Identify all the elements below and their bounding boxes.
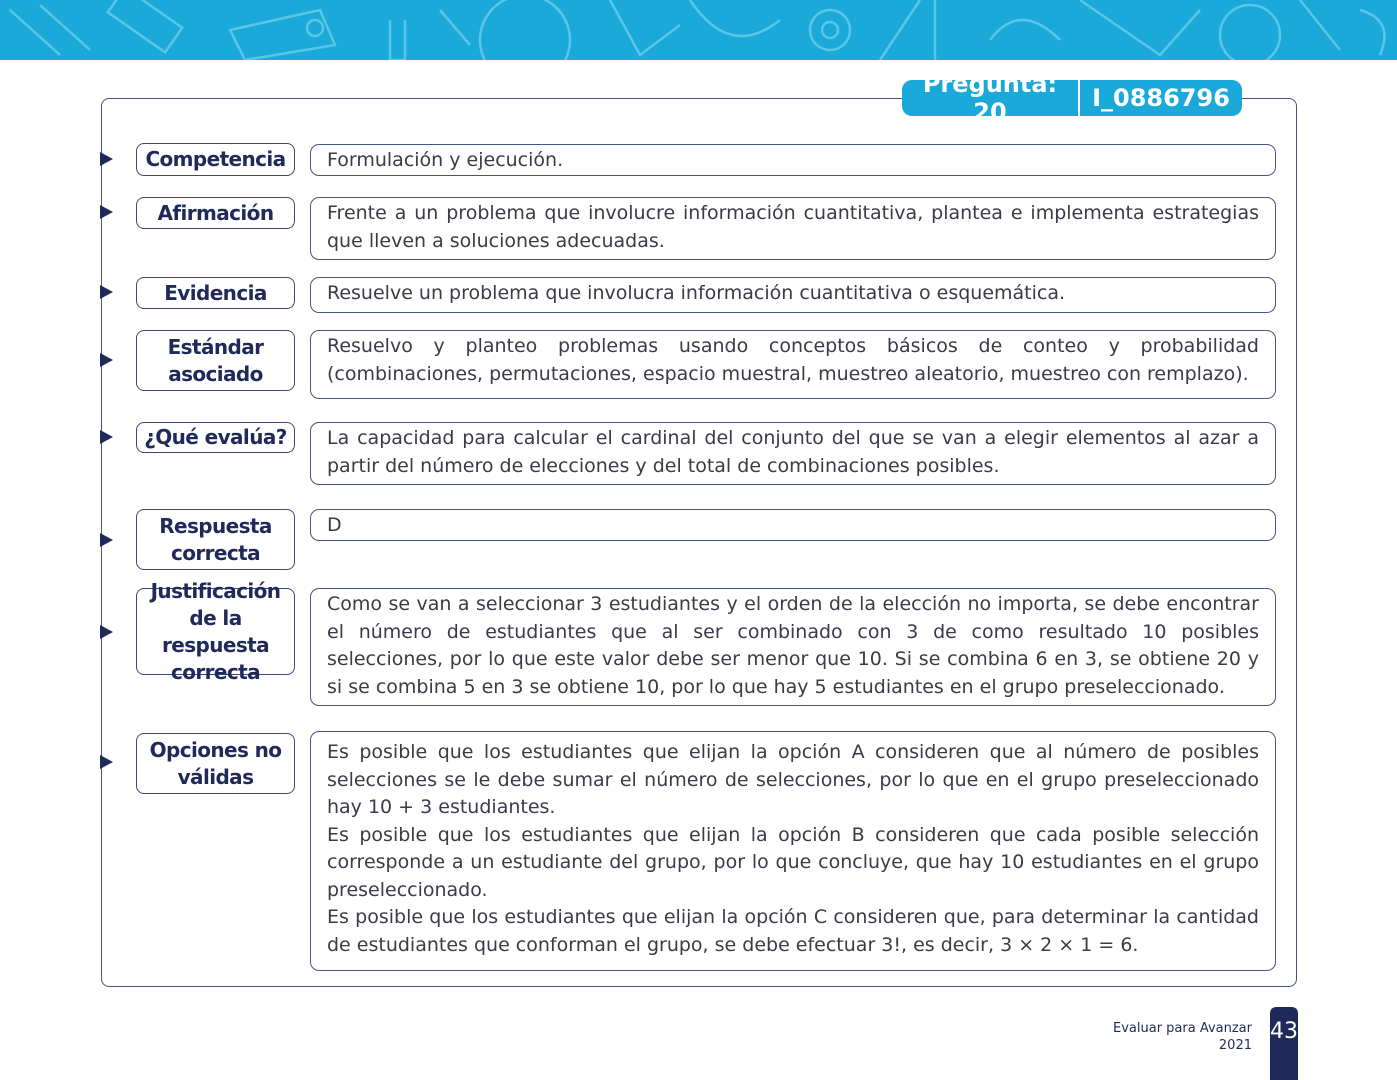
option-b-text: Es posible que los estudiantes que elijan la opción B consideren que cada posible selección corresponde a un estudiante del grupo, por lo que concluye, que hay 10 estudiantes en el grupo preseleccionado.: [327, 823, 1259, 901]
row-text: La capacidad para calcular el cardinal del conjunto del que se van a elegir elementos al azar a partir del número de elecciones y del total de combinaciones posibles.: [327, 427, 1259, 477]
row-label-justificacion: Justificación de la respuesta correcta: [136, 588, 295, 675]
question-label: Pregunta: 20: [922, 70, 1058, 126]
row-content-afirmacion: [310, 197, 1276, 260]
page-number: 43: [1270, 1007, 1298, 1080]
row-label-afirmacion: Afirmación: [136, 197, 295, 229]
row-arrow-icon: [100, 152, 113, 166]
row-label-que-evalua: ¿Qué evalúa?: [136, 422, 295, 453]
row-text: Como se van a seleccionar 3 estudiantes y el orden de la elección no importa, se debe encontrar el número de estudiantes que al ser combinado con 3 de como resultado 10 posibles selecciones, por lo que este valor debe ser menor que 10. Si se combina 6 en 3, se obtiene 20 y si se combina 5 en 3 se obtiene 10, por lo que hay 5 estudiantes en el grupo preseleccionado.: [327, 593, 1259, 698]
row-content-estandar: [310, 330, 1276, 399]
row-arrow-icon: [100, 533, 113, 547]
row-label-opciones: Opciones no válidas: [136, 733, 295, 794]
header-banner: [0, 0, 1397, 60]
option-c-text: Es posible que los estudiantes que elijan la opción C consideren que, para determinar la cantidad de estudiantes que conforman el grupo, se debe efectuar 3!, es decir, 3 × 2 × 1 = 6.: [327, 906, 1259, 956]
item-code: I_0886796: [1092, 84, 1230, 112]
row-arrow-icon: [100, 430, 113, 444]
row-text: Frente a un problema que involucre información cuantitativa, plantea e implementa estrategias que lleven a soluciones adecuadas.: [327, 202, 1259, 252]
row-arrow-icon: [100, 625, 113, 639]
row-arrow-icon: [100, 353, 113, 367]
row-arrow-icon: [100, 285, 113, 299]
row-content-respuesta: [310, 509, 1276, 541]
row-content-evidencia: [310, 277, 1276, 313]
row-label-estandar: Estándar asociado: [136, 330, 295, 391]
row-content-competencia: [310, 144, 1276, 176]
row-arrow-icon: [100, 205, 113, 219]
publication-year: 2021: [1218, 1038, 1252, 1053]
footer-publication: [1113, 1020, 1252, 1054]
row-content-opciones: [310, 731, 1276, 971]
school-doodle-pattern: [0, 0, 1397, 60]
row-label-evidencia: Evidencia: [136, 277, 295, 309]
row-label-respuesta: Respuesta correcta: [136, 509, 295, 570]
publication-title: Evaluar para Avanzar: [1113, 1021, 1252, 1036]
row-label-competencia: Competencia: [136, 143, 295, 176]
row-content-que-evalua: [310, 422, 1276, 485]
row-arrow-icon: [100, 755, 113, 769]
row-text: Formulación y ejecución.: [327, 149, 564, 171]
row-text: Resuelve un problema que involucra información cuantitativa o esquemática.: [327, 282, 1066, 304]
row-text: D: [327, 514, 342, 536]
row-content-justificacion: [310, 588, 1276, 706]
question-tag: [902, 70, 1242, 126]
option-a-text: Es posible que los estudiantes que elijan la opción A consideren que al número de posibles selecciones se le debe sumar el número de selecciones, por lo que en el grupo preseleccionado hay 10 + 3 estudiantes.: [327, 741, 1259, 818]
row-text: Resuelvo y planteo problemas usando conceptos básicos de conteo y probabilidad (combinaciones, permutaciones, espacio muestral, muestreo aleatorio, muestreo con remplazo).: [327, 335, 1259, 385]
